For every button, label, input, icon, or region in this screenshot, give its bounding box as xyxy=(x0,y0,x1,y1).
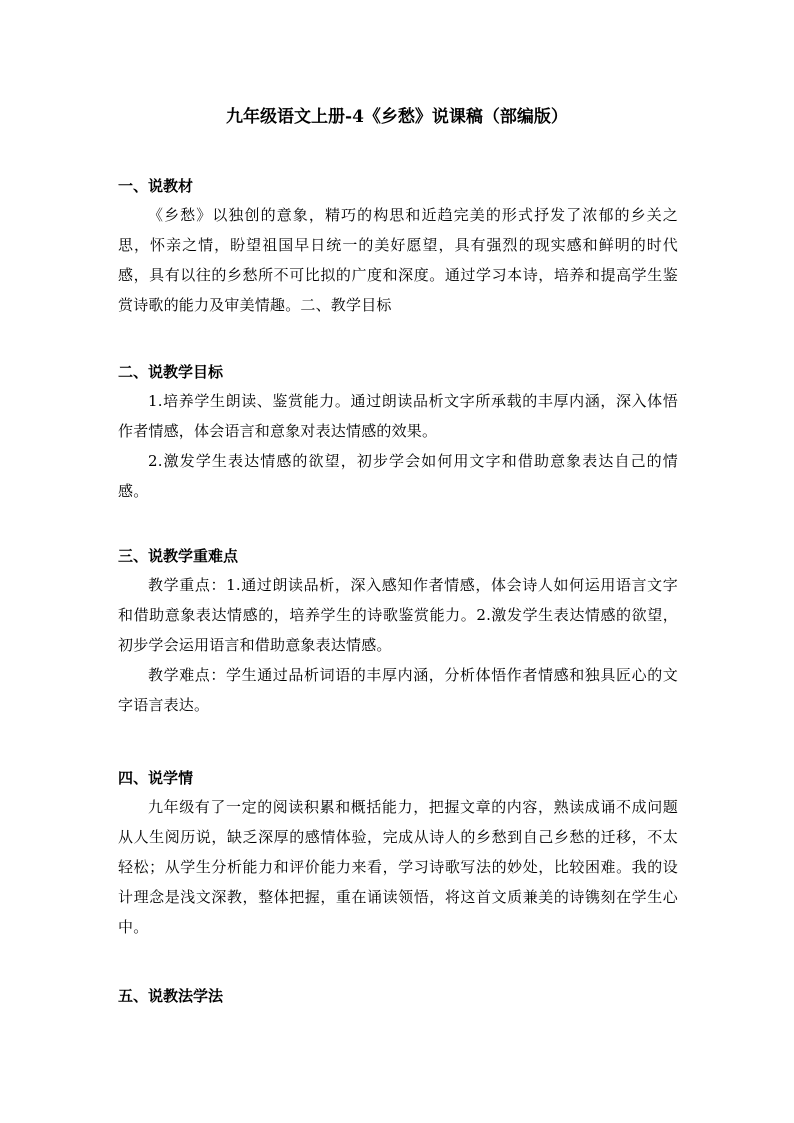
section-textbook xyxy=(118,172,678,320)
section-heading: 五、说教法学法 xyxy=(118,987,224,1005)
section-heading: 二、说教学目标 xyxy=(118,363,224,381)
section-student-situation xyxy=(118,764,678,942)
section-paragraph: 教学重点：1.通过朗读品析，深入感知作者情感，体会诗人如何运用语言文字和借助意象表达情感的，培养学生的诗歌鉴赏能力。2.激发学生表达情感的欲望，初步学会运用语言和借助意象表达情感。 xyxy=(118,576,678,654)
section-key-difficult-points xyxy=(118,542,678,720)
section-heading: 一、说教材 xyxy=(118,177,194,195)
section-paragraph: 2.激发学生表达情感的欲望，初步学会如何用文字和借助意象表达自己的情感。 xyxy=(118,452,678,500)
section-paragraph: 教学难点：学生通过品析词语的丰厚内涵，分析体悟作者情感和独具匠心的文字语言表达。 xyxy=(118,666,678,714)
section-paragraph: 1.培养学生朗读、鉴赏能力。通过朗读品析文字所承载的丰厚内涵，深入体悟作者情感，体会语言和意象对表达情感的效果。 xyxy=(118,392,678,440)
section-paragraph: 《乡愁》以独创的意象，精巧的构思和近趋完美的形式抒发了浓郁的乡关之思，怀亲之情，盼望祖国早日统一的美好愿望，具有强烈的现实感和鲜明的时代感，具有以往的乡愁所不可比拟的广度和深度。通过学习本诗，培养和提高学生鉴赏诗歌的能力及审美情趣。二、教学目标 xyxy=(118,206,678,314)
section-teaching-goals xyxy=(118,358,678,506)
section-paragraph: 九年级有了一定的阅读积累和概括能力，把握文章的内容，熟读成诵不成问题 从人生阅历说，缺乏深厚的感情体验，完成从诗人的乡愁到自己乡愁的迁移，不太轻松；从学生分析能力和评价能力来看，学习诗歌写法的妙处，比较困难。我的设计理念是浅文深教，整体把握，重在诵读领悟，将这首文质兼美的诗镌刻在学生心中。 xyxy=(118,798,678,936)
section-heading: 四、说学情 xyxy=(118,769,194,787)
section-heading: 三、说教学重难点 xyxy=(118,547,239,565)
section-teaching-methods xyxy=(118,982,678,1010)
document-title: 九年级语文上册-4《乡愁》说课稿（部编版） xyxy=(226,107,568,127)
